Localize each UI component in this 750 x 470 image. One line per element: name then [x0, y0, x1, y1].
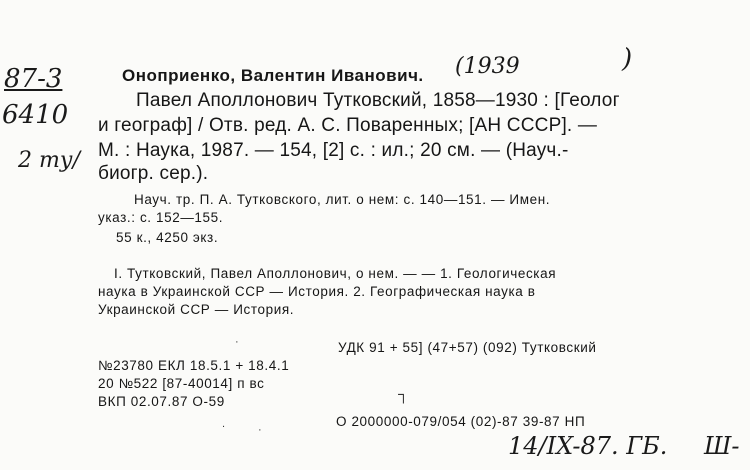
udc-line: УДК 91 + 55] (47+57) (092) Тутковский	[338, 340, 597, 355]
note-line-3: 55 к., 4250 экз.	[116, 230, 219, 245]
stray-mark: ·	[235, 336, 239, 348]
subject-line-2: наука в Украинской ССР — История. 2. Географическая наука в	[98, 284, 536, 299]
date-note: 14/IX-87. ГБ.	[508, 432, 668, 460]
record-number-line: 20 №522 [87-40014] п вс	[98, 376, 265, 391]
title-line-3: М. : Наука, 1987. — 154, [2] с. : ил.; 20 см. — (Науч.-	[98, 140, 569, 161]
note-line-1: Науч. тр. П. А. Тутковского, лит. о нем: с. 140—151. — Имен.	[134, 192, 551, 207]
stray-mark: ·	[258, 424, 262, 436]
title-line-4: биогр. сер.).	[98, 163, 209, 184]
ekl-line: №23780 ЕКЛ 18.5.1 + 18.4.1	[98, 358, 290, 373]
note-line-2: указ.: с. 152—155.	[98, 210, 224, 225]
call-number-bottom: 6410	[2, 100, 69, 130]
bracket-mark: )	[622, 44, 633, 74]
subject-line-3: Украинской ССР — История.	[98, 302, 295, 317]
title-line-1: Павел Аполлонович Тутковский, 1858—1930 : [Геолог	[136, 90, 620, 111]
subject-line-1: I. Тутковский, Павел Аполлонович, о нем. — — 1. Геологическая	[114, 266, 557, 281]
copy-note: 2 ту/	[18, 148, 81, 173]
vkp-line: ВКП 02.07.87 О-59	[98, 394, 225, 409]
birth-year-note: (1939	[455, 54, 520, 79]
author-heading: Оноприенко, Валентин Иванович.	[122, 66, 424, 85]
index-code-line: О 2000000-079/054 (02)-87 39-87 НП	[336, 414, 586, 429]
call-number-top: 87-3	[4, 64, 63, 94]
title-line-2: и географ] / Отв. ред. А. С. Поваренных; [АН СССР]. —	[98, 115, 598, 136]
stray-mark: .	[222, 418, 226, 430]
initials-note: Ш-	[704, 432, 740, 460]
stray-mark: ┐	[398, 386, 409, 403]
